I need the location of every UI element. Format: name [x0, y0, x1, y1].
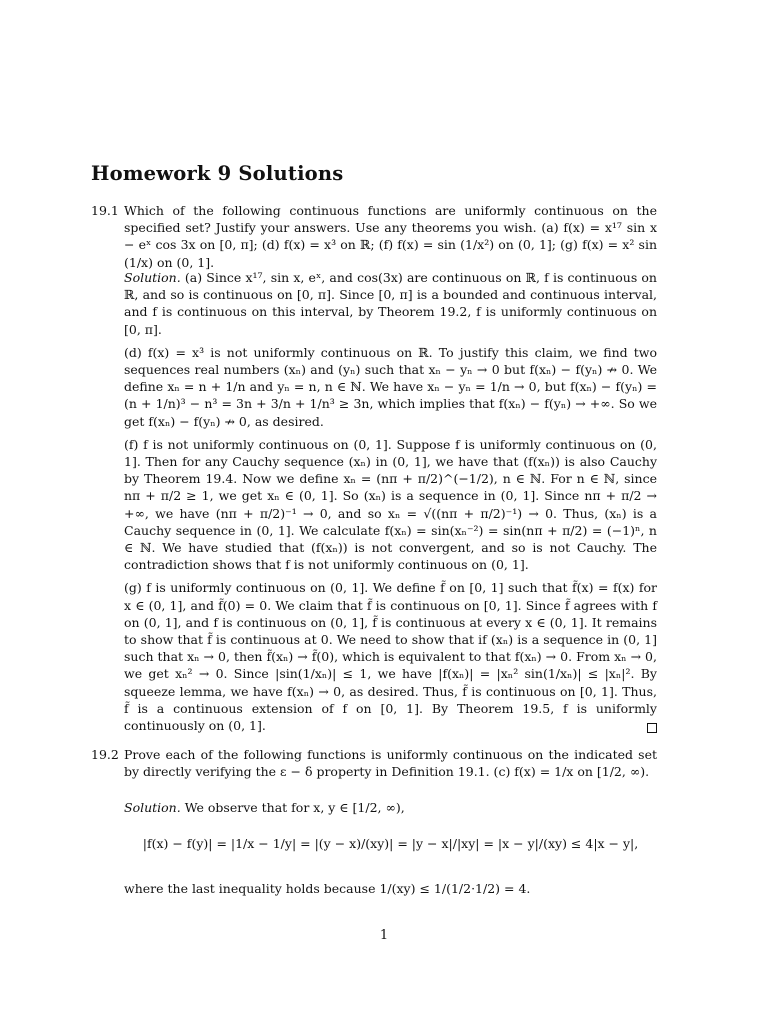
page-number: 1 — [379, 928, 389, 943]
page-title: Homework 9 Solutions — [91, 162, 344, 185]
problem-statement: Which of the following continuous functions are uniformly continuous on the specified set? Justify your answers. Use any theorems you wish. (a) f(x) = x¹⁷ sin x − eˣ cos 3x on [0, π]; (d) f(x) = x³ on ℝ; (f) f(x) = sin (1/x²) on (0, 1]; (g) f(x) = x² sin (1/x) on (0, 1]. — [124, 203, 657, 270]
problem-number: 19.1 — [91, 203, 119, 218]
solution-paragraph-f: (f) f is not uniformly continuous on (0, 1]. Suppose f is uniformly continuous on (0, 1]. Then for any Cauchy sequence (xₙ) in (0, 1], we have that (f(xₙ)) is also Cauchy by Theorem 19.4. Now we define xₙ = (nπ + π/2)^(−1/2), n ∈ ℕ. For n ∈ ℕ, since nπ + π/2 ≥ 1, we get xₙ ∈ (0, 1]. So (xₙ) is a sequence in (0, 1]. Since nπ + π/2 → +∞, we have (nπ + π/2)⁻¹ → 0, and so xₙ = √((nπ + π/2)⁻¹) → 0. Thus, (xₙ) is a Cauchy sequence in (0, 1]. We calculate f(xₙ) = sin(xₙ⁻²) = sin(nπ + π/2) = (−1)ⁿ, n ∈ ℕ. We have studied that (f(xₙ)) is not convergent, and so is not Cauchy. The contradiction shows that f is not uniformly continuous on (0, 1]. — [124, 436, 657, 573]
problem-number: 19.2 — [91, 747, 119, 762]
display-equation: |f(x) − f(y)| = |1/x − 1/y| = |(y − x)/(xy)| = |y − x|/|xy| = |x − y|/(xy) ≤ 4|x − y|, — [142, 836, 639, 851]
problem-19-2 — [91, 746, 657, 780]
qed-square-icon — [647, 723, 657, 733]
solution-paragraph-g: (g) f is uniformly continuous on (0, 1]. We define f̃ on [0, 1] such that f̃(x) = f(x) for x ∈ (0, 1], and f̃(0) = 0. We claim that f̃ is continuous on [0, 1]. Since f̃ agrees with f on (0, 1], and f is continuous on (0, 1], f̃ is continuous at every x ∈ (0, 1]. It remains to show that f̃ is continuous at 0. We need to show that if (xₙ) is a sequence in (0, 1] such that xₙ → 0, then f̃(xₙ) → f̃(0), which is equivalent to that f(xₙ) → 0. From xₙ → 0, we get xₙ² → 0. Since |sin(1/xₙ)| ≤ 1, we have |f(xₙ)| = |xₙ² sin(1/xₙ)| ≤ |xₙ|². By squeeze lemma, we have f(xₙ) → 0, as desired. Thus, f̃ is continuous on [0, 1]. Thus, f̃ is a continuous extension of f on [0, 1]. By Theorem 19.5, f is uniformly continuously on (0, 1]. — [124, 580, 657, 734]
solution-19-1 — [124, 269, 657, 734]
problem-statement: Prove each of the following functions is uniformly continuous on the indicated set by directly verifying the ε − δ property in Definition 19.1. (c) f(x) = 1/x on [1/2, ∞). — [124, 747, 657, 780]
solution-paragraph-d: (d) f(x) = x³ is not uniformly continuous on ℝ. To justify this claim, we find two sequences real numbers (xₙ) and (yₙ) such that xₙ − yₙ → 0 but f(xₙ) − f(yₙ) ↛ 0. We define xₙ = n + 1/n and yₙ = n, n ∈ ℕ. We have xₙ − yₙ = 1/n → 0, but f(xₙ) − f(yₙ) = (n + 1/n)³ − n³ = 3n + 3/n + 1/n³ ≥ 3n, which implies that f(xₙ) − f(yₙ) → +∞. So we get f(xₙ) − f(yₙ) ↛ 0, as desired. — [124, 344, 657, 429]
solution-label: Solution. — [124, 270, 181, 285]
solution-paragraph-a: Solution. (a) Since x¹⁷, sin x, eˣ, and cos(3x) are continuous on ℝ, f is continuous on ℝ, and so is continuous on [0, π]. Since [0, π] is a bounded and continuous interval, and f is continuous on this interval, by Theorem 19.2, f is uniformly continuous on [0, π]. — [124, 270, 657, 337]
problem-19-1 — [91, 202, 657, 271]
solution-19-2-intro: Solution. We observe that for x, y ∈ [1/2, ∞), — [124, 800, 405, 815]
solution-label: Solution. — [124, 800, 181, 815]
solution-19-2-conclusion: where the last inequality holds because 1/(xy) ≤ 1/(1/2·1/2) = 4. — [124, 881, 531, 896]
